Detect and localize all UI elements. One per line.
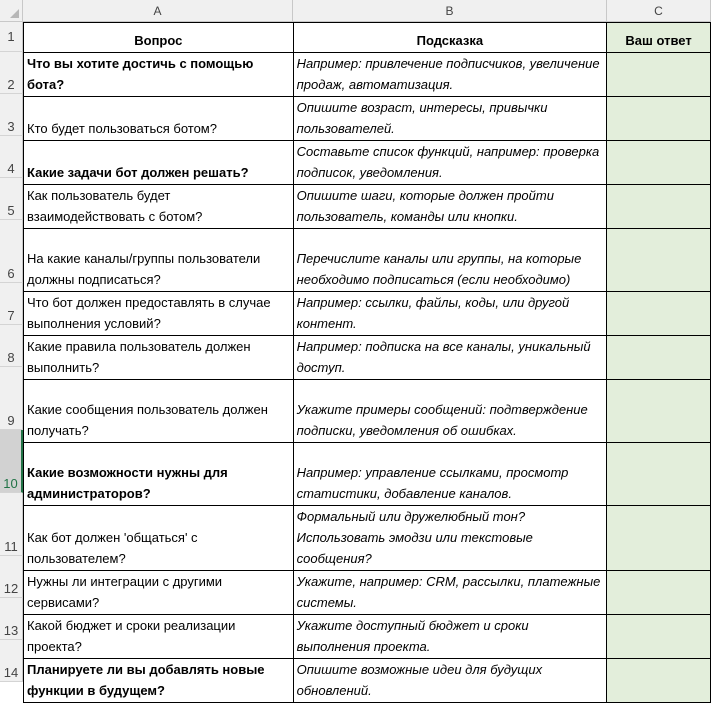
row-header[interactable]: 1 <box>0 22 23 52</box>
hint-cell[interactable]: Перечислите каналы или группы, на которые необходимо подписаться (если необходимо) <box>293 229 606 292</box>
hint-cell[interactable]: Например: подписка на все каналы, уникальный доступ. <box>293 336 606 380</box>
answer-cell[interactable] <box>607 97 711 141</box>
select-all-corner[interactable] <box>0 0 23 22</box>
row-header[interactable]: 7 <box>0 283 23 325</box>
header-row <box>24 23 711 53</box>
question-cell[interactable]: Нужны ли интеграции с другими сервисами? <box>24 571 294 615</box>
hint-cell[interactable]: Укажите доступный бюджет и сроки выполнения проекта. <box>293 615 606 659</box>
hint-cell[interactable]: Например: привлечение подписчиков, увеличение продаж, автоматизация. <box>293 53 606 97</box>
answer-cell[interactable] <box>607 615 711 659</box>
question-cell[interactable]: Какие правила пользователь должен выполнить? <box>24 336 294 380</box>
question-cell[interactable]: Планируете ли вы добавлять новые функции в будущем? <box>24 659 294 703</box>
question-cell[interactable]: Кто будет пользоваться ботом? <box>24 97 294 141</box>
question-cell[interactable]: Как пользователь будет взаимодействовать с ботом? <box>24 185 294 229</box>
table-row <box>24 229 711 292</box>
row-header[interactable]: 14 <box>0 640 23 682</box>
column-header-b[interactable]: B <box>293 0 607 22</box>
question-cell[interactable]: Как бот должен 'общаться' с пользователем? <box>24 506 294 571</box>
hint-cell[interactable]: Например: ссылки, файлы, коды, или другой контент. <box>293 292 606 336</box>
hint-cell[interactable]: Опишите возраст, интересы, привычки пользователей. <box>293 97 606 141</box>
header-question-cell[interactable]: Вопрос <box>24 23 294 53</box>
row-header[interactable]: 5 <box>0 178 23 220</box>
row-header[interactable]: 2 <box>0 52 23 94</box>
answer-cell[interactable] <box>607 443 711 506</box>
row-header[interactable]: 10 <box>0 430 23 493</box>
table-row <box>24 659 711 703</box>
row-header[interactable]: 9 <box>0 367 23 430</box>
answer-cell[interactable] <box>607 336 711 380</box>
hint-cell[interactable]: Например: управление ссылками, просмотр статистики, добавление каналов. <box>293 443 606 506</box>
table-row <box>24 141 711 185</box>
question-cell[interactable]: Что бот должен предоставлять в случае выполнения условий? <box>24 292 294 336</box>
answer-cell[interactable] <box>607 185 711 229</box>
header-answer-cell[interactable]: Ваш ответ <box>607 23 711 53</box>
table-row <box>24 53 711 97</box>
question-cell[interactable]: Какие задачи бот должен решать? <box>24 141 294 185</box>
table-row <box>24 443 711 506</box>
hint-cell[interactable]: Укажите примеры сообщений: подтверждение подписки, уведомления об ошибках. <box>293 380 606 443</box>
answer-cell[interactable] <box>607 571 711 615</box>
answer-cell[interactable] <box>607 659 711 703</box>
row-header[interactable]: 12 <box>0 556 23 598</box>
row-header[interactable]: 13 <box>0 598 23 640</box>
table-row <box>24 97 711 141</box>
hint-cell[interactable]: Опишите шаги, которые должен пройти пользователь, команды или кнопки. <box>293 185 606 229</box>
row-header[interactable]: 8 <box>0 325 23 367</box>
row-header[interactable]: 11 <box>0 493 23 556</box>
question-cell[interactable]: Какие сообщения пользователь должен получать? <box>24 380 294 443</box>
table-row <box>24 336 711 380</box>
row-header[interactable]: 6 <box>0 220 23 283</box>
question-cell[interactable]: Какие возможности нужны для администраторов? <box>24 443 294 506</box>
table-row <box>24 185 711 229</box>
hint-cell[interactable]: Формальный или дружелюбный тон? Использовать эмодзи или текстовые сообщения? <box>293 506 606 571</box>
table-row <box>24 571 711 615</box>
hint-cell[interactable]: Составьте список функций, например: проверка подписок, уведомления. <box>293 141 606 185</box>
hint-cell[interactable]: Опишите возможные идеи для будущих обновлений. <box>293 659 606 703</box>
question-cell[interactable]: Что вы хотите достичь с помощью бота? <box>24 53 294 97</box>
answer-cell[interactable] <box>607 229 711 292</box>
answer-cell[interactable] <box>607 141 711 185</box>
question-cell[interactable]: Какой бюджет и сроки реализации проекта? <box>24 615 294 659</box>
hint-cell[interactable]: Укажите, например: CRM, рассылки, платежные системы. <box>293 571 606 615</box>
header-hint-cell[interactable]: Подсказка <box>293 23 606 53</box>
answer-cell[interactable] <box>607 292 711 336</box>
data-grid <box>23 22 711 703</box>
table-row <box>24 615 711 659</box>
row-header[interactable]: 3 <box>0 94 23 136</box>
answer-cell[interactable] <box>607 380 711 443</box>
table-row <box>24 506 711 571</box>
answer-cell[interactable] <box>607 53 711 97</box>
question-cell[interactable]: На какие каналы/группы пользователи должны подписаться? <box>24 229 294 292</box>
row-header[interactable]: 4 <box>0 136 23 178</box>
table-row <box>24 292 711 336</box>
column-header-a[interactable]: A <box>23 0 293 22</box>
column-header-c[interactable]: C <box>607 0 711 22</box>
answer-cell[interactable] <box>607 506 711 571</box>
table-row <box>24 380 711 443</box>
